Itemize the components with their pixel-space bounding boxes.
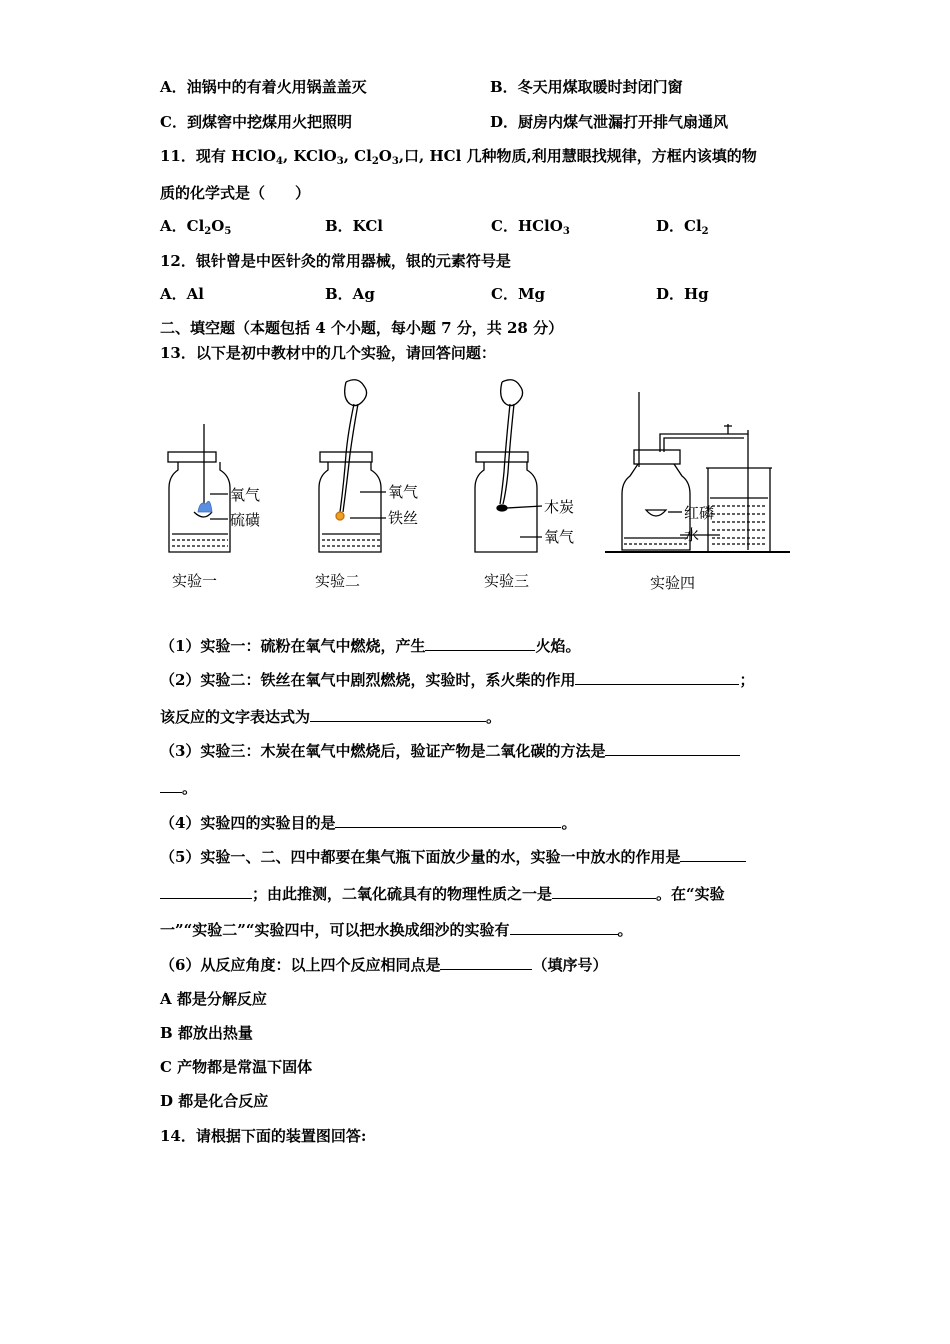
iron-spark-icon — [336, 512, 344, 520]
experiments-figure — [150, 372, 810, 602]
q10-option-a: A．油锅中的有着火用锅盖盖灭 — [160, 78, 367, 96]
q12-option-d: D．Hg — [656, 285, 709, 303]
answer-blank[interactable] — [510, 920, 618, 935]
q10-option-b: B．冬天用煤取暖时封闭门窗 — [490, 78, 683, 96]
q13-part1: （1）实验一：硫粉在氧气中燃烧，产生 火焰。 — [160, 637, 581, 655]
q13-part3: （3）实验三：木炭在氧气中燃烧后，验证产物是二氧化碳的方法是 — [160, 741, 740, 761]
answer-blank[interactable] — [160, 778, 182, 793]
q14-stem: 14．请根据下面的装置图回答: — [160, 1127, 367, 1145]
exp1-apparatus — [168, 424, 230, 552]
q12-option-a: A．Al — [160, 285, 204, 303]
answer-blank[interactable] — [605, 741, 740, 756]
q13-part2: （2）实验二：铁丝在氧气中剧烈燃烧，实验时，系火柴的作用 ； — [160, 671, 755, 689]
q10-option-d: D．厨房内煤气泄漏打开排气扇通风 — [490, 113, 729, 131]
exp3-oxygen-label: 氧气 — [544, 528, 575, 546]
sulfur-flame-icon — [198, 501, 212, 512]
q13-option-d: D 都是化合反应 — [160, 1092, 269, 1110]
q13-part3b: 。 — [160, 778, 197, 798]
q13-stem: 13．以下是初中教材中的几个实验，请回答问题： — [160, 344, 496, 362]
q12-option-b: B．Ag — [325, 285, 375, 303]
exp2-iron-label: 铁丝 — [388, 509, 419, 527]
exp4-water-label: 水 — [684, 526, 700, 544]
q12-option-c: C．Mg — [491, 285, 546, 303]
q11-stem: 11．现有 HClO$_4$, KClO$_3$, $Cl_2O_3$,口, HCl 几种物质,利用慧眼找规律，方框内该填的物 — [160, 147, 757, 167]
q13-part4: （4）实验四的实验目的是 。 — [160, 814, 577, 832]
q13-option-c: C 产物都是常温下固体 — [160, 1058, 313, 1076]
q11-option-b: B．KCl — [325, 217, 383, 235]
q13-option-a: A 都是分解反应 — [160, 990, 267, 1008]
exp4-phosphorus-label: 红磷 — [684, 504, 715, 522]
answer-blank[interactable] — [440, 955, 532, 970]
q10-option-c: C．到煤窖中挖煤用火把照明 — [160, 113, 352, 131]
answer-blank[interactable] — [335, 813, 561, 828]
q11-stem-line2: 质的化学式是（ ） — [160, 184, 311, 202]
exp1-caption: 实验一 — [172, 572, 218, 590]
q13-option-b: B 都放出热量 — [160, 1024, 253, 1042]
q11-option-d: D．$Cl_2$ — [656, 217, 709, 237]
exp3-apparatus — [475, 380, 542, 552]
q13-part5: （5）实验一、二、四中都要在集气瓶下面放少量的水，实验一中放水的作用是 — [160, 847, 746, 867]
q13-part2b: 该反应的文字表达式为 。 — [160, 708, 502, 726]
answer-blank[interactable] — [160, 884, 252, 899]
q13-part5c: 一”“实验二”“实验四中，可以把水换成细沙的实验有 。 — [160, 921, 633, 939]
charcoal-icon — [497, 505, 507, 511]
exp1-sulfur-label: 硫磺 — [230, 511, 261, 529]
answer-blank[interactable] — [575, 670, 739, 685]
exp4-caption: 实验四 — [650, 574, 696, 592]
exp1-oxygen-label: 氧气 — [230, 486, 261, 504]
answer-blank[interactable] — [680, 847, 746, 862]
exp3-charcoal-label: 木炭 — [544, 498, 575, 516]
section2-title: 二、填空题（本题包括 4 个小题，每小题 7 分，共 28 分） — [160, 319, 564, 337]
answer-blank[interactable] — [310, 707, 486, 722]
exp3-caption: 实验三 — [484, 572, 530, 590]
q12-stem: 12．银针曾是中医针灸的常用器械，银的元素符号是 — [160, 252, 511, 270]
answer-blank[interactable] — [552, 884, 656, 899]
exp2-apparatus — [319, 380, 386, 552]
exp2-oxygen-label: 氧气 — [388, 483, 419, 501]
answer-blank[interactable] — [425, 636, 535, 651]
q11-option-a: A．$Cl_2O_5$ — [160, 217, 232, 237]
exp2-caption: 实验二 — [315, 572, 361, 590]
q11-option-c: C．HClO$_3$ — [491, 217, 570, 237]
q13-part6: （6）从反应角度：以上四个反应相同点是 （填序号） — [160, 956, 608, 974]
q13-part5b: ；由此推测，二氧化硫具有的物理性质之一是 。在“实验 — [160, 884, 725, 904]
